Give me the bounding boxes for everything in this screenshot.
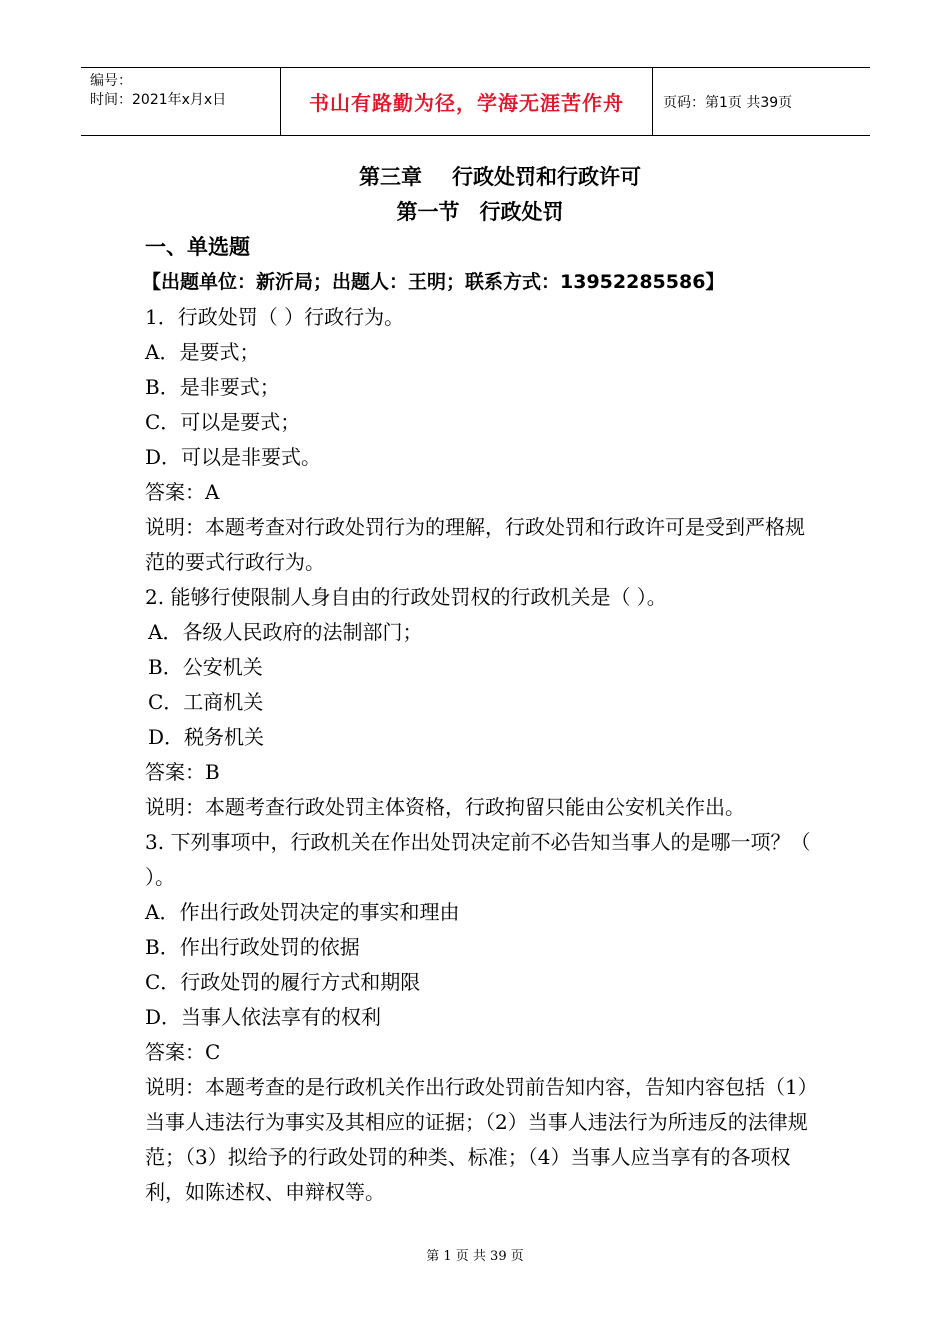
code-label: 编号： [90, 73, 132, 89]
option: C．工商机关 [148, 690, 264, 714]
option: C．行政处罚的履行方式和期限 [145, 970, 421, 994]
option: B．作出行政处罚的依据 [145, 935, 360, 959]
answer: 答案：A [145, 480, 220, 504]
explanation: 说明：本题考查的是行政机关作出行政处罚前告知内容，告知内容包括（1）当事人违法行为事实及其相应的证据；（2）当事人违法行为所违反的法律规范；（3）拟给予的行政处罚的种类、标准；（4）当事人应当享有的各项权利，如陈述权、申辩权等。 [145, 1075, 808, 1204]
time-label: 时间：2021年x月x日 [90, 92, 227, 108]
header-meta-cell [81, 68, 281, 135]
page-footer: 第 1 页 共 39 页 [426, 1249, 524, 1264]
page-label: 页码：第1页 共39页 [663, 94, 793, 111]
chapter-heading [185, 160, 815, 195]
option: D．可以是非要式。 [145, 445, 322, 469]
page-header [81, 67, 870, 136]
chapter-number: 第三章 [359, 165, 422, 189]
document-body [142, 160, 815, 1210]
section-heading [145, 195, 815, 230]
answer: 答案：B [145, 760, 220, 784]
source-note: 【出题单位：新沂局；出题人：王明；联系方式：13952285586】 [142, 271, 725, 293]
section-number: 第一节 [396, 200, 460, 224]
motto-text: 书山有路勤为径，学海无涯苦作舟 [309, 91, 624, 115]
question-stem: 1．行政处罚（ ）行政行为。 [145, 305, 405, 329]
header-motto-cell [281, 68, 653, 135]
header-page-cell [653, 68, 870, 135]
option: B．是非要式； [145, 375, 280, 399]
question-stem: 2. 能够行使限制人身自由的行政处罚权的行政机关是（ ）。 [145, 585, 667, 609]
option: B．公安机关 [148, 655, 263, 679]
explanation: 说明：本题考查行政处罚主体资格，行政拘留只能由公安机关作出。 [145, 795, 745, 819]
chapter-title: 行政处罚和行政许可 [452, 165, 641, 189]
question-stem: 3. 下列事项中，行政机关在作出处罚决定前不必告知当事人的是哪一项？（ ）。 [145, 830, 811, 889]
answer: 答案：C [145, 1040, 221, 1064]
explanation: 说明：本题考查对行政处罚行为的理解，行政处罚和行政许可是受到严格规范的要式行政行为。 [145, 515, 805, 574]
option: D．当事人依法享有的权利 [145, 1005, 382, 1029]
option: A．各级人民政府的法制部门； [148, 620, 423, 644]
option: D．税务机关 [148, 725, 265, 749]
option: C．可以是要式； [145, 410, 301, 434]
option: A．是要式； [145, 340, 260, 364]
part-heading: 一、单选题 [145, 235, 250, 259]
option: A．作出行政处罚决定的事实和理由 [145, 900, 460, 924]
section-title: 行政处罚 [479, 200, 564, 224]
